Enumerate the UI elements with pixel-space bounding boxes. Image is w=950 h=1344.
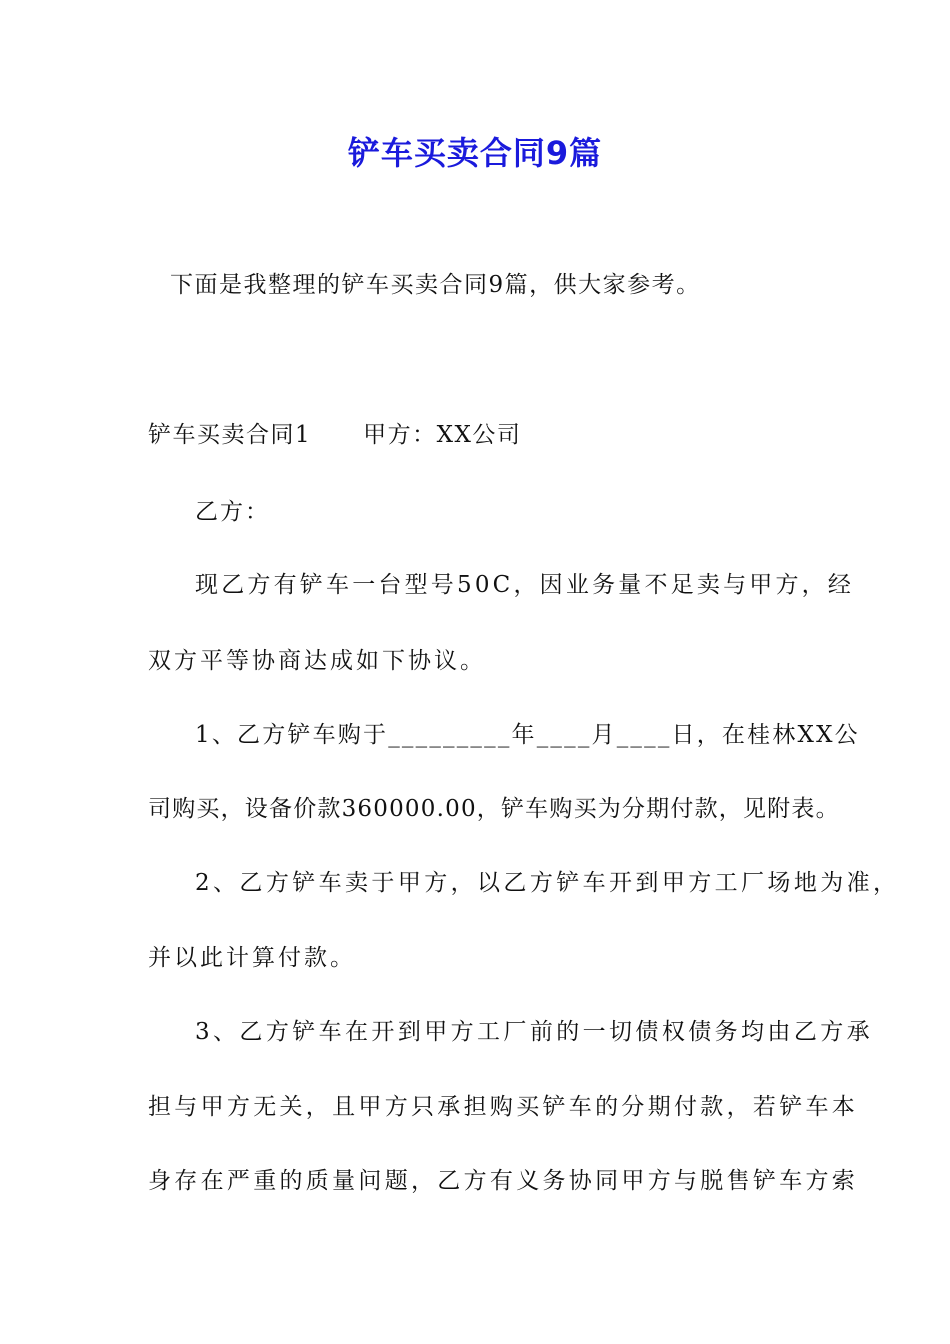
contract-heading-line (148, 420, 521, 450)
body-line: 并以此计算付款。 (148, 945, 356, 971)
body-line: 双方平等协商达成如下协议。 (148, 648, 486, 674)
section-heading: 铲车买卖合同1 (148, 422, 312, 448)
body-line: 现乙方有铲车一台型号50C，因业务量不足卖与甲方，经 (195, 572, 855, 598)
body-line: 3、乙方铲车在开到甲方工厂前的一切债权债务均由乙方承 (195, 1019, 874, 1045)
body-line: 担与甲方无关，且甲方只承担购买铲车的分期付款，若铲车本 (148, 1094, 859, 1120)
party-a: 甲方：XX公司 (363, 422, 522, 448)
page-title: 铲车买卖合同9篇 (347, 134, 603, 172)
body-line: 1、乙方铲车购于_________年____月____日，在桂林XX公 (195, 722, 860, 748)
intro-paragraph: 下面是我整理的铲车买卖合同9篇，供大家参考。 (170, 272, 701, 298)
body-line: 2、乙方铲车卖于甲方，以乙方铲车开到甲方工厂场地为准， (195, 870, 900, 896)
body-line: 身存在严重的质量问题，乙方有义务协同甲方与脱售铲车方索 (148, 1168, 859, 1194)
body-line: 司购买，设备价款360000.00，铲车购买为分期付款，见附表。 (148, 796, 840, 822)
party-b: 乙方： (195, 499, 270, 525)
